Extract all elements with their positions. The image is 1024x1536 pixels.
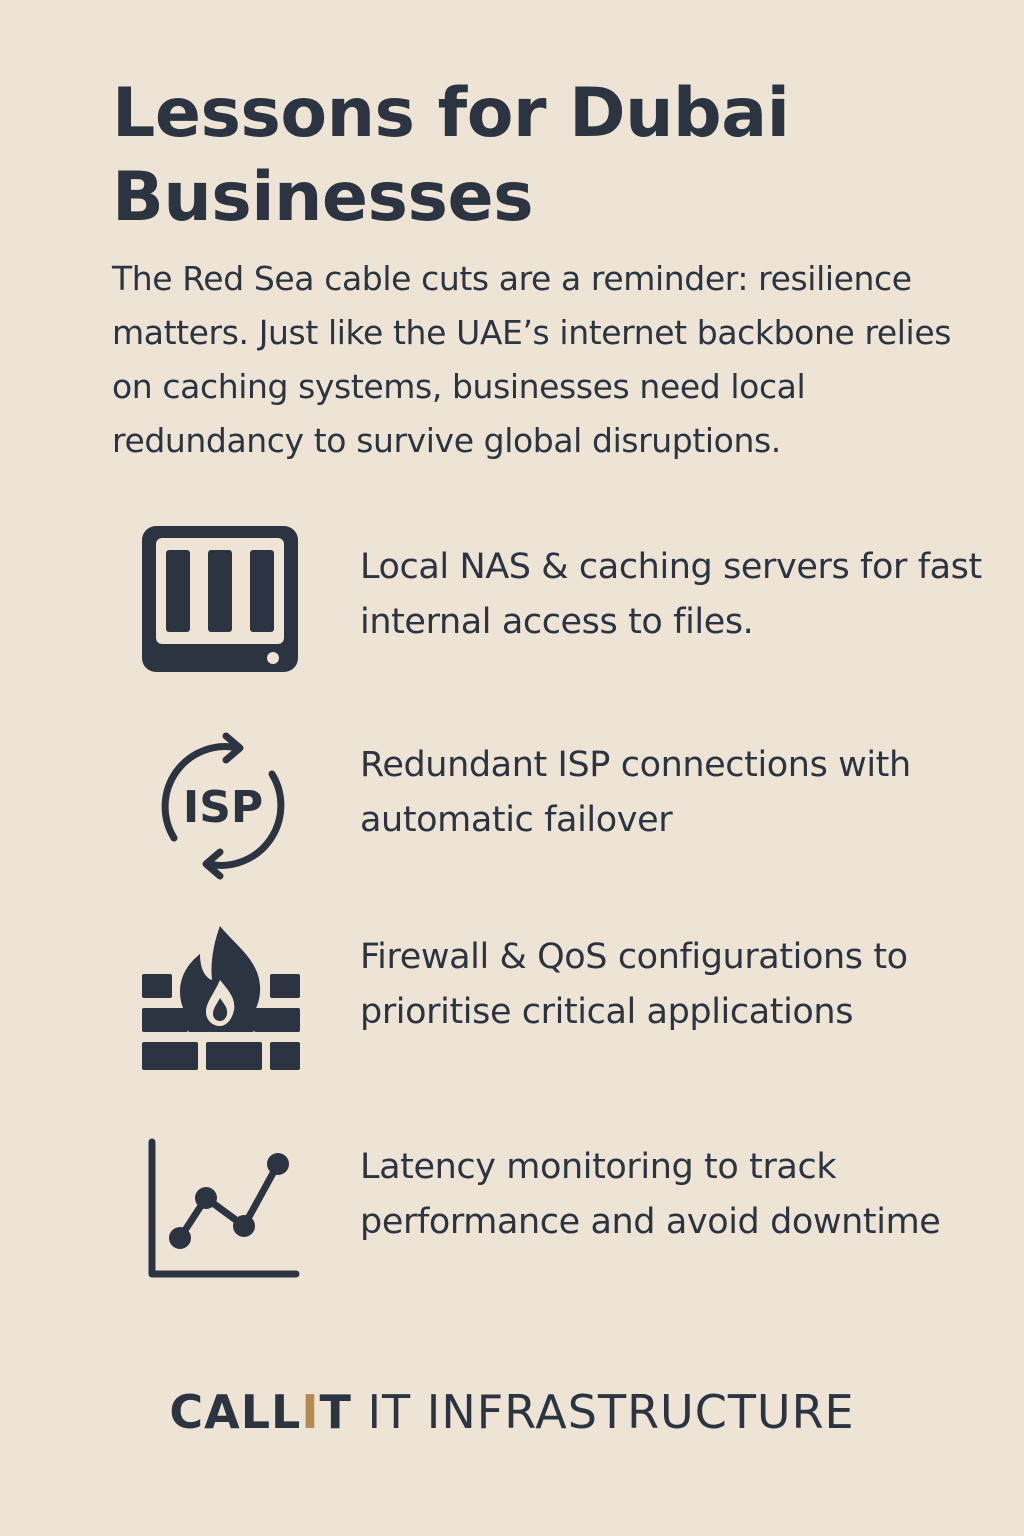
page-title: Lessons for Dubai Businesses (112, 74, 790, 237)
brand-logo-accent: I (301, 1385, 320, 1439)
list-item-firewall (0, 920, 1024, 1100)
item-text: Latency monitoring to track performance and avoid downtime (360, 1147, 941, 1242)
brand-logo-main: CALL (169, 1385, 302, 1439)
item-text: Redundant ISP connections with automatic failover (360, 745, 911, 840)
isp-failover-icon (148, 726, 298, 886)
item-text: Local NAS & caching servers for fast internal access to files. (360, 547, 982, 642)
isp-icon-label: ISP (182, 782, 264, 833)
brand-logo (169, 1385, 352, 1439)
brand-tagline: IT INFRASTRUCTURE (367, 1385, 855, 1439)
list-item-isp (0, 724, 1024, 894)
list-item-latency (0, 1136, 1024, 1296)
list-item-nas (0, 520, 1024, 680)
nas-server-icon (140, 524, 300, 674)
intro-paragraph: The Red Sea cable cuts are a reminder: resilience matters. Just like the UAE’s internet backbone relies on caching systems, businesses need local redundancy to survive global disruptions. (112, 259, 952, 460)
footer-branding (0, 1380, 1024, 1444)
item-text: Firewall & QoS configurations to prioritise critical applications (360, 937, 908, 1032)
firewall-icon (140, 922, 302, 1074)
latency-chart-icon (144, 1138, 304, 1284)
brand-logo-end: T (319, 1385, 352, 1439)
